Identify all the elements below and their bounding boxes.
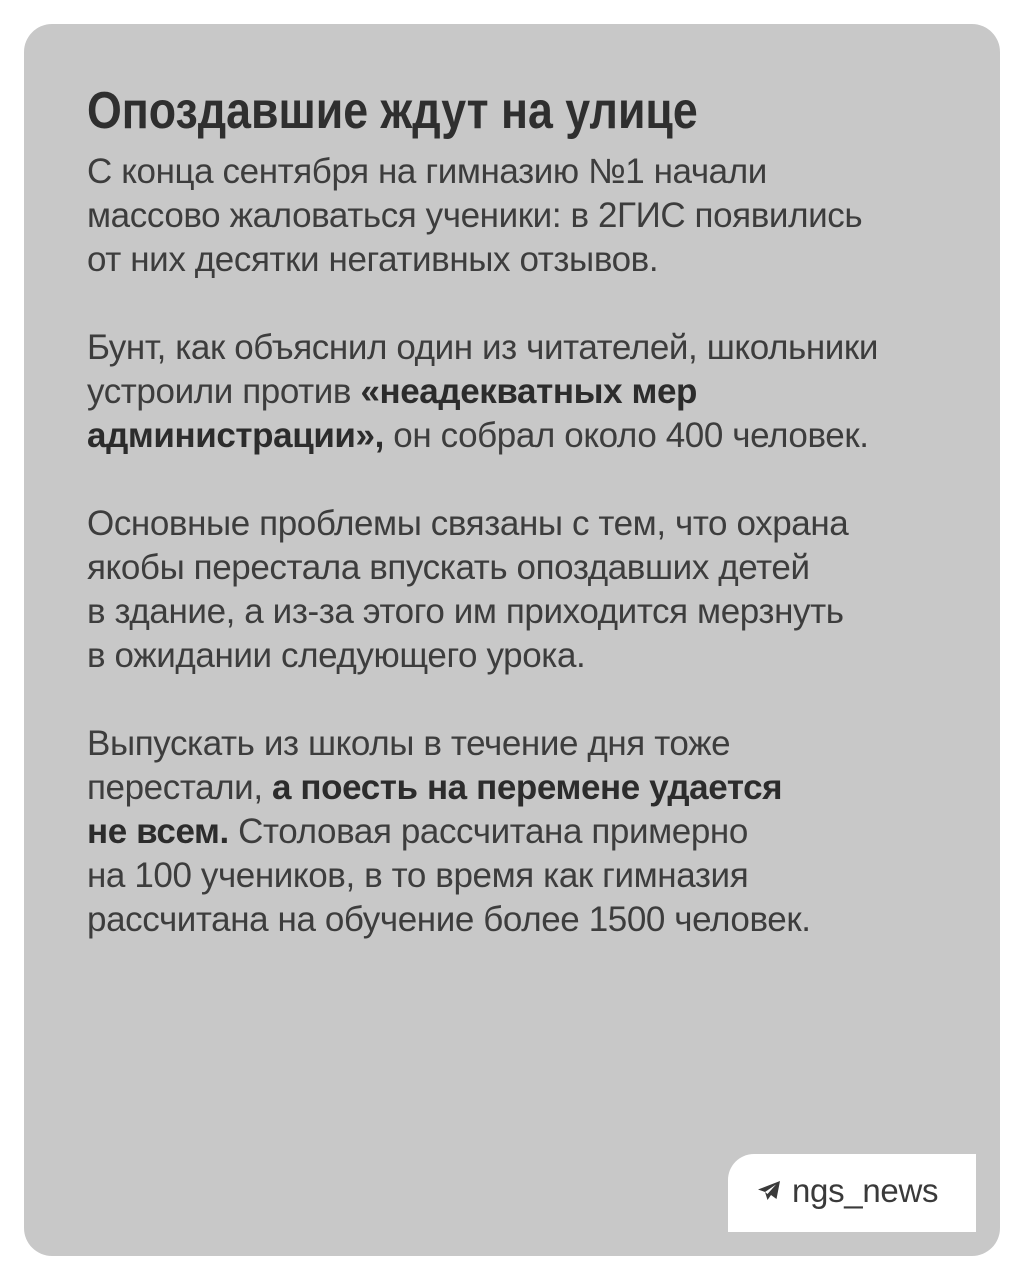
- paragraph-2-line-3: [87, 414, 987, 458]
- paragraph-3-line-2: якобы перестала впускать опоздавших детей: [87, 548, 810, 587]
- paragraph-2-line-1: Бунт, как объяснил один из читателей, школьники: [87, 328, 878, 367]
- paragraph-2-emphasis-2: администрации»,: [87, 416, 384, 455]
- article-card: [24, 24, 1000, 1256]
- paragraph-1-line-1: С конца сентября на гимназию №1 начали: [87, 152, 767, 191]
- paragraph-4-line-4: на 100 учеников, в то время как гимназия: [87, 856, 749, 895]
- paragraph-2-line-2-text: устроили против: [87, 372, 361, 411]
- paragraph-3-line-4: в ожидании следующего урока.: [87, 636, 586, 675]
- paragraph-4: [87, 722, 987, 942]
- paragraph-4-line-2: [87, 766, 987, 810]
- paragraph-1: [87, 150, 987, 282]
- article-title: Опоздавшие ждут на улице: [87, 82, 698, 140]
- paragraph-2-line-2: [87, 370, 987, 414]
- paragraph-2-line-3-text: он собрал около 400 человек.: [383, 416, 869, 455]
- paragraph-1-line-2: массово жаловаться ученики: в 2ГИС появились: [87, 196, 863, 235]
- paragraph-4-line-2-text: перестали,: [87, 768, 272, 807]
- paragraph-4-line-5: рассчитана на обучение более 1500 человек.: [87, 900, 811, 939]
- channel-handle[interactable]: ngs_news: [792, 1172, 939, 1209]
- paragraph-4-line-3: [87, 810, 987, 854]
- paragraph-4-line-3-text: Столовая рассчитана примерно: [228, 812, 748, 851]
- channel-badge[interactable]: [728, 1154, 976, 1232]
- channel-badge-content: [756, 1172, 938, 1210]
- telegram-icon: [756, 1178, 782, 1204]
- article-content: [87, 80, 987, 986]
- paragraph-2-emphasis-1: «неадекватных мер: [360, 372, 697, 411]
- paragraph-1-line-3: от них десятки негативных отзывов.: [87, 240, 659, 279]
- paragraph-4-emphasis-1: а поесть на перемене удается: [271, 768, 783, 807]
- paragraph-3: [87, 502, 987, 678]
- paragraph-3-line-1: Основные проблемы связаны с тем, что охрана: [87, 504, 849, 543]
- paragraph-3-line-3: в здание, а из-за этого им приходится мерзнуть: [87, 592, 844, 631]
- paragraph-4-line-1: Выпускать из школы в течение дня тоже: [87, 724, 731, 763]
- paragraph-2: [87, 326, 987, 458]
- paragraph-4-emphasis-2: не всем.: [87, 812, 229, 851]
